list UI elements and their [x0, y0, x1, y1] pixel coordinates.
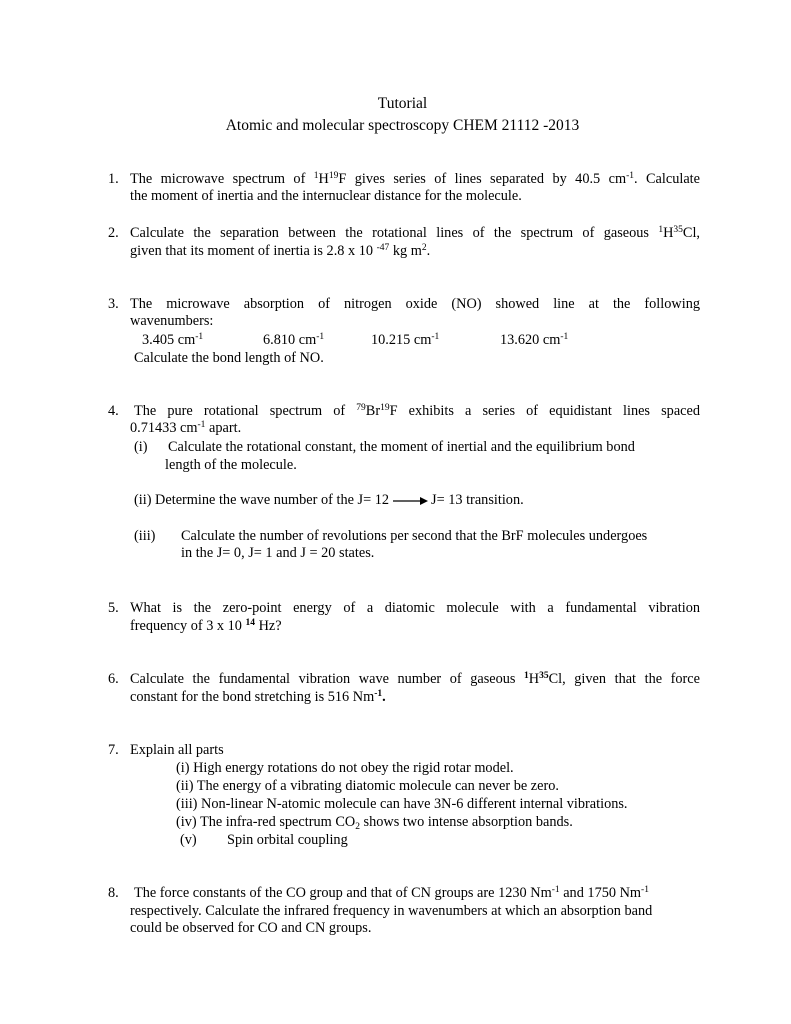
- question-text-line: The microwave spectrum of $^1H^{19}F$ gives series of lines separated by 40.5 $cm^{-1}$. Calculate: [130, 171, 700, 187]
- subpart-text: (iv) The infra-red spectrum $CO_2$ shows two intense absorption bands.: [176, 814, 573, 832]
- subpart-label: (iii): [134, 528, 156, 544]
- question-number: 6.: [108, 671, 119, 687]
- question-text-line: Calculate the bond length of NO.: [134, 350, 324, 366]
- question-number: 7.: [108, 742, 119, 758]
- page-subtitle: Atomic and molecular spectroscopy CHEM 21112 -2013: [225, 117, 580, 134]
- question-text-line: The force constants of the CO group and that of CN groups are 1230 $Nm^{-1}$ and 1750 $Nm^{-1}$: [134, 885, 649, 901]
- wavenumber-value: 13.620 $cm^{-1}$: [500, 332, 569, 348]
- subpart-text: (ii) The energy of a vibrating diatomic molecule can never be zero.: [176, 778, 559, 794]
- question-text-line: Calculate the fundamental vibration wave number of gaseous $^1H^{35}Cl$, given that the force: [130, 671, 700, 687]
- question-text-line: Explain all parts: [130, 742, 224, 758]
- question-text-line: could be observed for CO and CN groups.: [130, 920, 372, 936]
- subpart-text: in the J= 0, J= 1 and J = 20 states.: [181, 545, 375, 561]
- subpart-text: length of the molecule.: [165, 457, 297, 473]
- question-text-line: respectively. Calculate the infrared frequency in wavenumbers at which an absorption band: [130, 903, 653, 919]
- question-text-line: wavenumbers:: [130, 313, 214, 329]
- page-title: Tutorial: [377, 95, 428, 112]
- wavenumber-value: 10.215 $cm^{-1}$: [371, 332, 440, 348]
- wavenumber-value: 6.810 $cm^{-1}$: [263, 332, 325, 348]
- question-text-line: frequency of 3 x 10 $^{14}$ Hz?: [130, 618, 282, 634]
- question-number: 4.: [108, 403, 119, 419]
- question-number: 3.: [108, 296, 119, 312]
- subpart-text: Calculate the number of revolutions per second that the BrF molecules undergoes: [181, 528, 648, 544]
- question-number: 8.: [108, 885, 119, 901]
- subpart-text: Calculate the rotational constant, the moment of inertial and the equilibrium bond: [168, 439, 635, 455]
- subpart-text: Spin orbital coupling: [227, 832, 348, 848]
- question-text-line: constant for the bond stretching is 516 $Nm^{-1}$.: [130, 689, 386, 705]
- question-number: 1.: [108, 171, 119, 187]
- wavenumber-value: 3.405 $cm^{-1}$: [142, 332, 204, 348]
- subpart-text: (i) High energy rotations do not obey the rigid rotar model.: [176, 760, 514, 776]
- subpart-label: (v): [180, 832, 197, 848]
- question-text-line: The pure rotational spectrum of $^{79}$Br$^{19}$F exhibits a series of equidistant lines spaced: [134, 403, 701, 419]
- subpart-label: (i): [134, 439, 148, 455]
- subpart-text: (ii) Determine the wave number of the J= 12 J= 13 transition.: [134, 492, 524, 508]
- right-arrow-icon: [391, 496, 429, 506]
- question-text-line: The microwave absorption of nitrogen oxide (NO) showed line at the following: [130, 296, 700, 312]
- question-number: 2.: [108, 225, 119, 241]
- question-number: 5.: [108, 600, 119, 616]
- subpart-text: (iii) Non-linear N-atomic molecule can have 3N-6 different internal vibrations.: [176, 796, 628, 812]
- question-text-line: Calculate the separation between the rotational lines of the spectrum of gaseous $^1H^{35}Cl$,: [130, 225, 700, 241]
- question-text-line: the moment of inertia and the internuclear distance for the molecule.: [130, 188, 522, 204]
- question-text-line: given that its moment of inertia is 2.8 x 10 $^{-47}$ kg $m^2$.: [130, 243, 431, 259]
- question-text-line: What is the zero-point energy of a diatomic molecule with a fundamental vibration: [130, 600, 700, 616]
- question-text-line: 0.71433 $cm^{-1}$ apart.: [130, 420, 242, 436]
